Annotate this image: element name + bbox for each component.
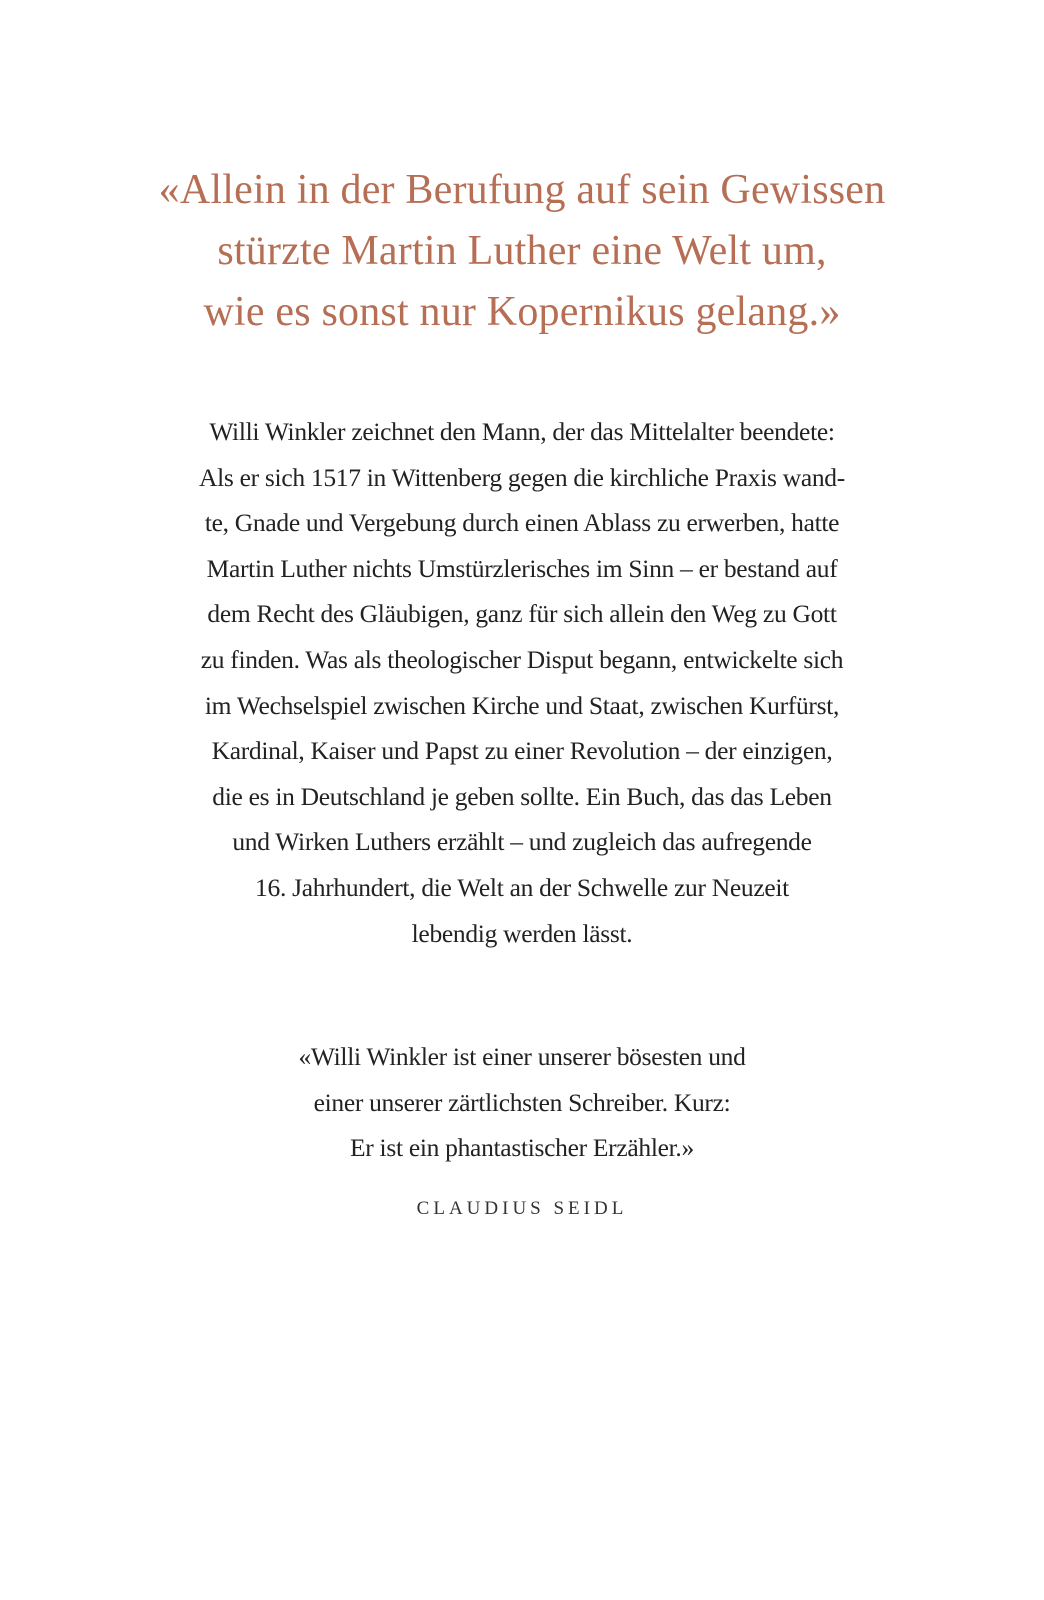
blurb-line: dem Recht des Gläubigen, ganz für sich allein den Weg zu Gott	[207, 599, 837, 629]
review-line: Er ist ein phantastischer Erzähler.»	[350, 1133, 694, 1163]
headline-line: «Allein in der Berufung auf sein Gewissen	[158, 167, 886, 213]
review-line: einer unserer zärtlichsten Schreiber. Kurz:	[313, 1087, 731, 1117]
blurb-line: Martin Luther nichts Umstürzlerisches im Sinn – er bestand auf	[206, 553, 838, 583]
blurb-line: zu finden. Was als theologischer Disput begann, entwickelte sich	[200, 644, 844, 674]
blurb-line: te, Gnade und Vergebung durch einen Ablass zu erwerben, hatte	[204, 508, 840, 538]
blurb-text	[0, 409, 1044, 956]
blurb-line: die es in Deutschland je geben sollte. Ein Buch, das das Leben	[212, 781, 832, 811]
blurb-line: 16. Jahrhundert, die Welt an der Schwelle zur Neuzeit	[255, 872, 789, 902]
review-quote	[0, 1034, 1044, 1171]
blurb-line: lebendig werden lässt.	[411, 918, 633, 948]
blurb-line: und Wirken Luthers erzählt – und zugleich das aufregende	[232, 827, 812, 857]
headline-quote	[0, 160, 1044, 343]
review-author: CLAUDIUS SEIDL	[416, 1198, 628, 1219]
blurb-line: Als er sich 1517 in Wittenberg gegen die kirchliche Praxis wand-	[199, 462, 845, 492]
headline-line: wie es sonst nur Kopernikus gelang.»	[203, 289, 841, 335]
blurb-line: Willi Winkler zeichnet den Mann, der das Mittelalter beendete:	[209, 417, 835, 446]
blurb-line: Kardinal, Kaiser und Papst zu einer Revolution – der einzigen,	[211, 736, 833, 766]
blurb-line: im Wechselspiel zwischen Kirche und Staat, zwischen Kurfürst,	[204, 690, 840, 720]
headline-line: stürzte Martin Luther eine Welt um,	[217, 228, 827, 274]
review-line: «Willi Winkler ist einer unserer bösesten und	[298, 1042, 746, 1071]
